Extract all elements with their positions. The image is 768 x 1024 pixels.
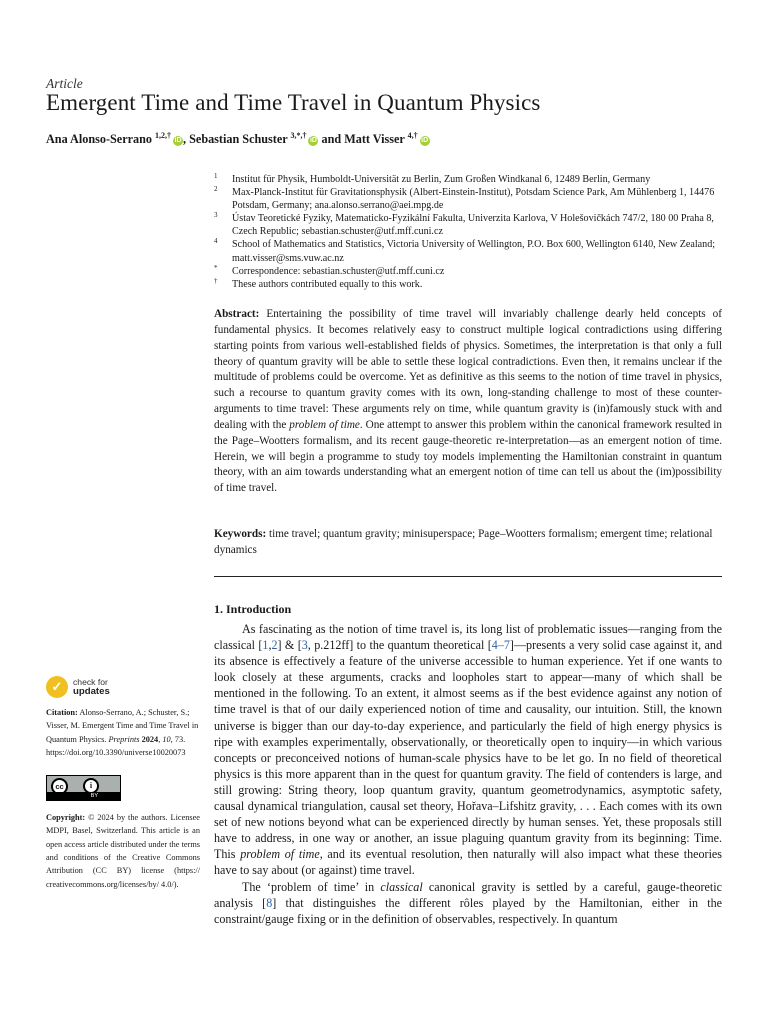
text-run: The ‘problem of time’ in	[242, 879, 381, 894]
citation-link[interactable]: 3	[301, 638, 308, 653]
citation-doi-link[interactable]: https://doi.org/10.3390/universe10020073	[46, 747, 186, 757]
author-list	[46, 131, 430, 147]
badge-line: updates	[73, 686, 110, 697]
italic-run: problem of time	[240, 847, 320, 862]
citation-pages: , 73.	[170, 734, 186, 744]
check-icon: ✓	[46, 676, 68, 698]
author-name: Ana Alonso-Serrano	[46, 132, 152, 147]
affiliation-mark: 2	[214, 185, 218, 194]
citation-text: Alonso-Serrano, A.; Schuster, S.; Visser, M. Emergent Time and Time Travel in Quantum Physics.	[46, 708, 199, 744]
affiliation-item	[214, 186, 724, 212]
section-title: Introduction	[226, 602, 292, 616]
text-run: ] that distinguishes the different rôles played by the Hamiltonian, either in the constraint/gauge fixing or in the definition of observables, respectively. In quantum	[214, 895, 722, 926]
abstract-text: . One attempt to answer this problem within the canonical framework resulted in the Page–Wootters formalism, and its recent gauge-theoretic re-interpretation—as an emergent notion of time. Herein, we will begin a programme to study toy models implementing the Hamiltonian constraint in quantum theory, with an aim towards understanding what an emergent notion of time can tell us about the (im)possibility of time travel.	[214, 418, 722, 495]
paragraph	[214, 621, 722, 879]
author-affiliation-marks: 3,*,†	[290, 131, 307, 140]
orcid-icon[interactable]: iD	[174, 137, 182, 145]
citation-link[interactable]: 8	[266, 895, 273, 910]
badge-line: check for	[73, 676, 108, 687]
text-run: , p.212ff] to the quantum theoretical [	[307, 638, 492, 653]
affiliation-item	[214, 173, 724, 186]
text-run: ]—presents a very solid case against it, and its absence is effectively a feature of the universe accessible to human experience. Yet if one wants to look closely at these arguments, cracks and loopholes start to appear—many of which shall be mentioned in the following. To an extent, it almost seems as if the best evidence against any notion of time travel is that of our daily experienced notion of time and causality, our intuition. Still, the known universe is bigger than our day-to-day experience, and particularly the field of high energy physics is ripe with examples experimentally, observationally, or theoretically open to inquiry—in which various concepts or preconceived notions of human-scale physics have to be let go. In no field of theoretical physics is this more apparent than in the quest for quantum gravity. The field of contenders is large, and still growing: String theory, loop quantum gravity, quantum geometrodynamics, asymptotic safety, causal dynamical triangulation, causal set theory, Hořava–Lifshitz gravity, . . . Each comes with its own set of new notions beyond what can be experienced directly by human senses. Yet, these proposals still have to address, in one way or another, an issue plaguing quantum gravity from its beginning: Time. This	[214, 638, 723, 862]
affiliation-mark: 1	[214, 172, 218, 180]
citation-year: 2024	[141, 734, 159, 744]
citation-volume: 10	[162, 734, 171, 744]
citation-journal: Preprints	[108, 734, 140, 744]
affiliation-mark: *	[214, 263, 218, 272]
section-number: 1.	[214, 602, 223, 616]
badge-label	[73, 678, 110, 697]
cc-icon: cc	[51, 778, 68, 795]
abstract-text: Entertaining the possibility of time travel will invariably challenge dearly held concepts of fundamental physics. It becomes relatively easy to construct multiple logical contradictions using differing starting points from various well-established fields of physics. Sometimes, the interpretation is that only a full theory of quantum gravity will be able to settle these logical contradictions. Even then, it remains unclear if the multitude of problems could be overcome. Yet as definitive as this seems to the notion of time travel in physics, such a recourse to quantum gravity comes with its own, long-standing challenge to most of these counter-arguments to time travel: These arguments rely on time, while quantum gravity is (in)famously stuck with and dealing with the	[214, 308, 722, 431]
text-run: canonical gravity is settled by a careful, gauge-theoretic analysis [	[214, 879, 722, 910]
author-name: Sebastian Schuster	[189, 132, 288, 147]
text-run: ,	[268, 638, 272, 653]
paper-title: Emergent Time and Time Travel in Quantum Physics	[46, 90, 541, 115]
paragraph	[214, 879, 722, 927]
author-name: Matt Visser	[344, 132, 405, 147]
abstract	[214, 307, 722, 497]
author-affiliation-marks: 1,2,†	[155, 131, 172, 140]
affiliation-text: Ústav Teoretické Fyziky, Matematicko-Fyzikální Fakulta, Univerzita Karlova, V Holešovičkách 747/2, 180 00 Praha 8, Czech Republic; sebastian.schuster@utf.mff.cuni.cz	[232, 213, 714, 238]
affiliation-mark: 3	[214, 211, 218, 220]
abstract-italic: problem of time	[289, 418, 360, 431]
affiliation-text: Institut für Physik, Humboldt-Universität zu Berlin, Zum Großen Windkanal 6, 12489 Berlin, Germany	[232, 174, 651, 185]
affiliation-item	[214, 265, 724, 278]
citation-label: Citation:	[46, 708, 78, 717]
keywords-label: Keywords:	[214, 528, 267, 540]
affiliation-item	[214, 212, 724, 238]
section-divider	[214, 576, 722, 577]
keywords-text: time travel; quantum gravity; minisuperspace; Page–Wootters formalism; emergent time; relational dynamics	[214, 528, 713, 556]
text-run: ] & [	[277, 638, 302, 653]
sidebar	[46, 676, 200, 891]
abstract-label: Abstract:	[214, 308, 260, 320]
citation-link[interactable]: 1	[262, 638, 269, 653]
section-heading	[214, 602, 291, 617]
orcid-icon[interactable]: iD	[309, 137, 317, 145]
italic-run: classical	[380, 879, 423, 894]
affiliation-text: These authors contributed equally to this work.	[232, 278, 423, 290]
author-separator: ,	[183, 132, 190, 147]
citation-link[interactable]: 2	[271, 638, 278, 653]
person-icon: i	[83, 778, 99, 794]
affiliation-text: Correspondence: sebastian.schuster@utf.mff.cuni.cz	[232, 265, 445, 277]
affiliation-mark: 4	[214, 237, 218, 246]
cc-by-license-logo[interactable]	[46, 775, 121, 801]
author-affiliation-marks: 4,†	[407, 131, 418, 140]
text-run: As fascinating as the notion of time travel is, its long list of problematic issues—ranging from the classical [	[214, 622, 722, 653]
copyright-block	[46, 811, 200, 891]
affiliation-item	[214, 238, 724, 264]
copyright-text: © 2024 by the authors. Licensee MDPI, Basel, Switzerland. This article is an open access article distributed under the terms and conditions of the Creative Commons Attribution (CC BY) license (https:// creativecommons.org/licenses/by/ 4.0/).	[46, 813, 200, 889]
article-type: Article	[46, 76, 83, 91]
body-text	[214, 621, 722, 927]
author-separator: and	[318, 132, 345, 147]
affiliation-list	[214, 173, 724, 291]
affiliation-text: School of Mathematics and Statistics, Victoria University of Wellington, P.O. Box 600, Wellington 6140, New Zealand; matt.visser@sms.vuw.ac.nz	[232, 239, 716, 264]
citation-block: Citation: Alonso-Serrano, A.; Schuster, S.; Visser, M. Emergent Time and Time Travel in Quantum Physics. Preprints 2024, 10, 73. https://doi.org/10.3390/universe10020073	[46, 708, 199, 757]
citation-link[interactable]: 4–7	[491, 638, 510, 653]
orcid-icon[interactable]: iD	[421, 137, 429, 145]
text-run: , and its eventual resolution, then naturally will also impact what these theories have to say about (or against) time travel.	[214, 847, 723, 878]
check-for-updates-badge[interactable]	[46, 676, 200, 698]
copyright-label: Copyright:	[46, 813, 86, 823]
keywords	[214, 527, 722, 559]
cc-by-label: BY	[47, 792, 120, 800]
affiliation-mark: †	[214, 276, 218, 285]
affiliation-text: Max-Planck-Institut für Gravitationsphysik (Albert-Einstein-Institut), Potsdam Science Park, Am Mühlenberg 1, 14476 Potsdam, Germany; ana.alonso.serrano@aei.mpg.de	[232, 187, 715, 212]
affiliation-item	[214, 278, 724, 291]
